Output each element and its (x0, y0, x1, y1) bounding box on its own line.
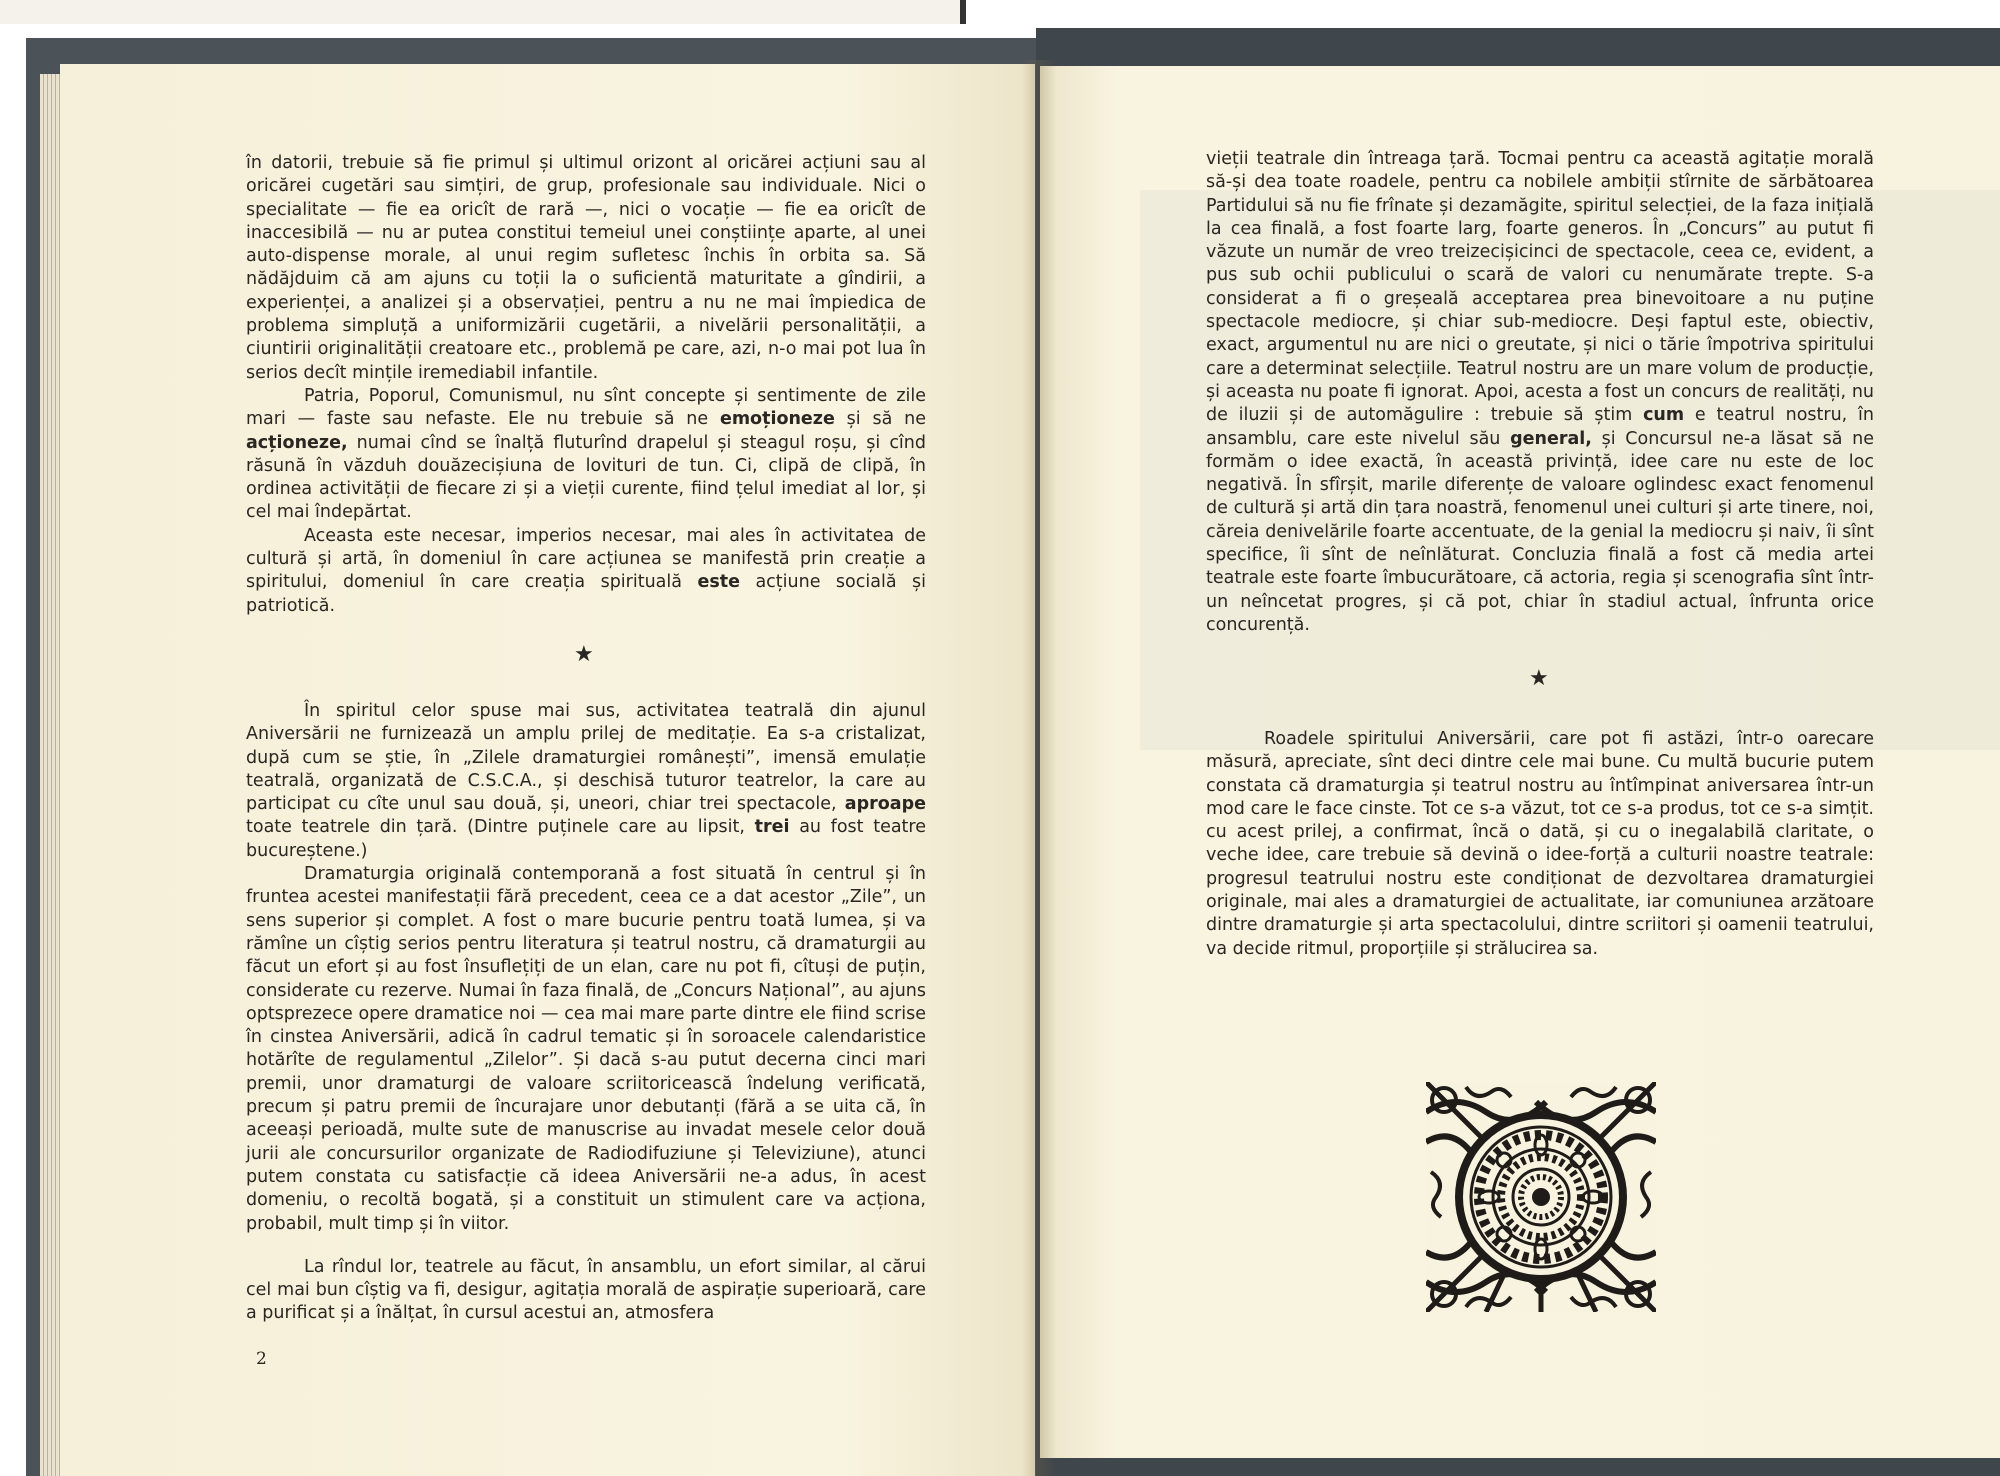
right-paragraph-2: Roadele spiritului Aniversării, care pot fi astăzi, într-o oarecare măsură, apreciate, sînt deci dintre cele mai bune. Cu multă bucurie putem constata că dramaturgia și teatrul nostru au întîmpinat aniversarea într-un mod care le face cinste. Tot ce s-a văzut, tot ce s-a produs, tot ce s-a simțit. cu acest prilej, a confirmat, încă o dată, și cu o inegalabilă claritate, o veche idee, care trebuie să devină o idee-forță a culturii noastre teatrale: progresul teatrului nostru este condiționat de dezvoltarea dramaturgiei originale, mai ales a dramaturgiei de actualitate, iar comuniunea arzătoare dintre dramaturgie și arta spectacolului, dintre scriitori și oamenii teatrului, va decide ritmul, proporțiile și strălucirea sa. (1206, 729, 1874, 959)
right-paragraph-1: vieții teatrale din întreaga țară. Tocmai pentru ca această agitație morală să-și dea toate roadele, pentru ca nobilele ambiții stîrnite de sărbătoarea Partidului să nu fie frînate și dezamăgite, spiritul selecției, de la faza inițială la cea finală, a fost foarte larg, foarte generos. În „Concurs” au putut fi văzute un număr de vreo treizecișicinci de spectacole, ceea ce, evident, a pus sub ochii publicului o scară de valori cu nenumărate trepte. S-a considerat a fi o greșeală acceptarea prea binevoitoare a nu puține spectacole mediocre, și chiar sub-mediocre. Deși faptul este, obiectiv, exact, argumentul nu are nici o greutate, și nici o tărie împotriva spiritului care a determinat selecțiile. Teatrul nostru are un mare volum de producție, și aceasta nu poate fi ignorat. Apoi, acesta a fost un concurs de realități, nu de iluzii și de automăgulire : trebuie să știm cum e teatrul nostru, în ansamblu, care este nivelul său general, și Concursul ne-a lăsat să ne formăm o idee exactă, în această privință, idee care nu este de loc negativă. În sfîrșit, marile diferențe de valoare oglindesc exact fenomenul de cultură și artă din țara noastră, fenomenul unei culturi și arte tinere, noi, căreia denivelările foarte accentuate, de la genial la mediocru și naiv, îi sînt specifice, îi sînt de neînlăturat. Concluzia finală a fost că media artei teatrale este foarte îmbucurătoare, că actoria, regia și scenografia sînt într-un neîncetat progres, și că pot, chiar în stadiul actual, înfrunta orice concurență. (1206, 149, 1874, 635)
rosette-ornament-icon (1426, 1082, 1656, 1312)
right-text-block-top (1206, 148, 1874, 637)
left-paragraph-6: La rîndul lor, teatrele au făcut, în ansamblu, un efort similar, al cărui cel mai bun cîștig va fi, desigur, agitația morală de aspirație superioară, care a purificat și a înălțat, în cursul acestui an, atmosfera (246, 1256, 926, 1324)
section-divider-star: ★ (1529, 666, 1549, 691)
left-paragraph-5: Dramaturgia originală contemporană a fost situată în centrul și în fruntea acestei manifestații fără precedent, ceea ce a dat acestor „Zile”, un sens superior și complet. A fost o mare bucurie pentru toată lumea, și va rămîne un cîștig serios pentru literatura și teatrul nostru, că dramaturgii au făcut un efort și au fost însuflețiți de un elan, care nu pot fi, cîtuși de puțin, considerate cu rezerve. Numai în faza finală, de „Concurs Național”, au ajuns optsprezece opere dramatice noi — cea mai mare parte dintre ele fiind scrise în cinstea Aniversării, adică în cadrul tematic și în soroacele calendaristice hotărîte de regulamentul „Zilelor”. Și dacă s-au putut decerna cinci mari premii, unor dramaturgi de valoare scriitoricească îndelung verificată, precum și patru premii de încurajare unor debutanți (fără a se uita că, în aceeași perioadă, multe sute de manuscrise au invadat mesele celor două jurii ale concursurilor organizate de Radiodifuziune și Televiziune), atunci putem constata cu satisfacție că ideea Aniversării ne-a adus, în acest domeniu, o recoltă bogată, și a constituit un stimulent care va acționa, probabil, mult timp și în viitor. (246, 864, 926, 1234)
left-paragraph-4: În spiritul celor spuse mai sus, activitatea teatrală din ajunul Aniversării ne furnizează un amplu prilej de meditație. Ea s-a cristalizat, după cum se știe, în „Zilele dramaturgiei românești”, imensă emulație teatrală, organizată de C.S.C.A., și deschisă tuturor teatrelor, la care au participat cu cîte unul sau două, și, uneori, chiar trei spectacole, aproape toate teatrele din țară. (Dintre puținele care au lipsit, trei au fost teatre bucureștene.) (246, 701, 926, 861)
page-number: 2 (256, 1349, 267, 1369)
book-gutter (1022, 60, 1056, 1476)
right-text-block-bottom (1206, 728, 1874, 961)
left-paragraph-3: Aceasta este necesar, imperios necesar, mai ales în activitatea de cultură și artă, în domeniul în care acțiunea se manifestă prin creație a spiritului, domeniul în care creația spirituală este acțiune socială și patriotică. (246, 525, 926, 616)
section-divider-star: ★ (574, 642, 594, 667)
previous-sheet-edge (0, 0, 966, 24)
left-text-block-bottom (246, 700, 926, 1326)
left-paragraph-2: Patria, Poporul, Comunismul, nu sînt concepte și sentimente de zile mari — faste sau nefaste. Ele nu trebuie să ne emoționeze și să ne acționeze, numai cînd se înalță fluturînd drapelul și steagul roșu, și cînd răsună în văzduh douăzecișiuna de lovituri de tun. Ci, clipă de clipă, în ordinea activității de fiecare zi și a vieții curente, fiind țelul imediat al lor, și cel mai îndepărtat. (246, 385, 926, 523)
left-text-block-top (246, 152, 926, 618)
left-paragraph-1: în datorii, trebuie să fie primul și ultimul orizont al oricărei acțiuni sau al oricărei cugetări sau simțiri, de grup, profesionale sau individuale. Nici o specialitate — fie ea oricît de rară —, nici o vocație — fie ea oricît de inaccesibilă — nu ar putea constitui temeiul unei conștiințe aparte, al unei auto-dispense morale, al unui regim sufletesc închis în orbita sa. Să nădăjduim că am ajuns cu toții la o suficientă maturitate a gîndirii, a experienței, a analizei și a observației, pentru a nu ne mai împiedica de problema simpluță a uniformizării cugetării, a nivelării personalității, a ciuntirii originalității creatoare etc., problemă pe care, azi, n-o mai pot lua în serios decît mințile iremediabil infantile. (246, 153, 926, 383)
